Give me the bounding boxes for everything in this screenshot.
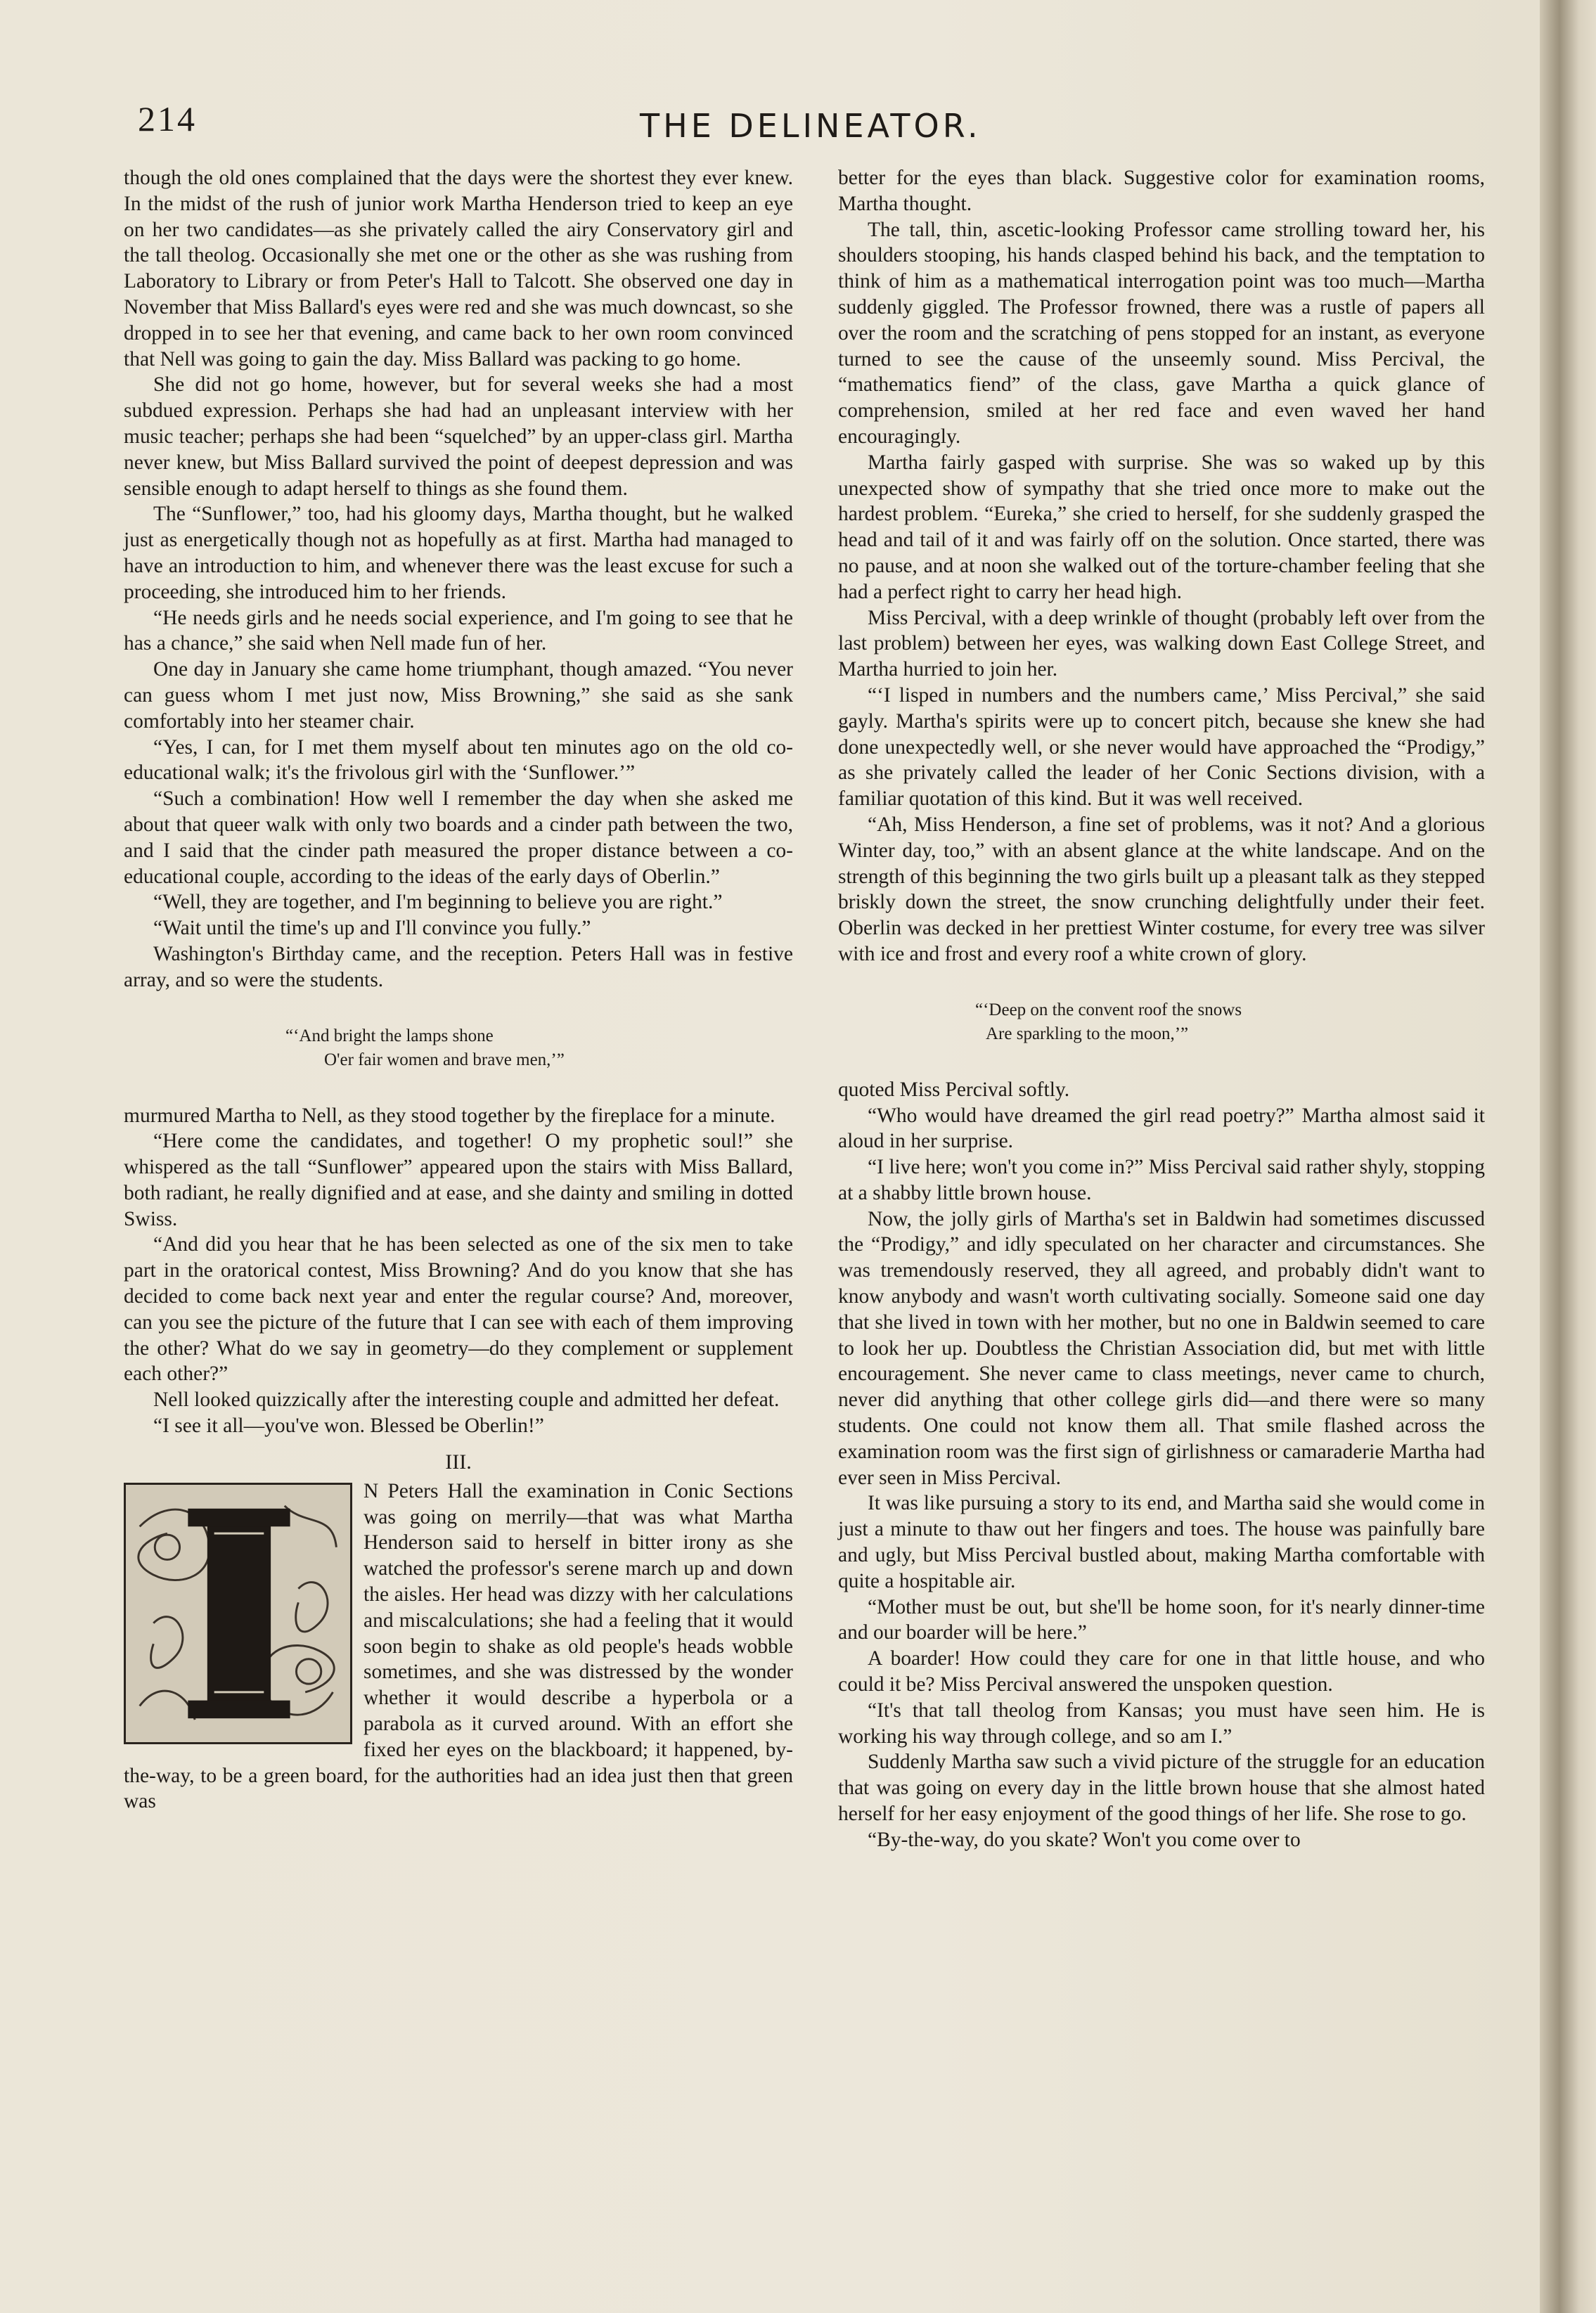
verse-line: Are sparkling to the moon,’” (986, 1024, 1189, 1043)
paragraph: “Such a combination! How well I remember the day when she asked me about that queer walk with only two boards and a cinder path between the two, and I said that the cinder path measured the proper distance between a co-educational couple, according to the ideas of the early days of Oberlin.” (124, 787, 793, 888)
paragraph: Miss Percival, with a deep wrinkle of thought (probably left over from the last problem) between her eyes, was walking down East College Street, and Martha hurried to join her. (838, 606, 1485, 681)
paragraph: “Well, they are together, and I'm beginning to believe you are right.” (153, 891, 723, 914)
paragraph: “He needs girls and he needs social experience, and I'm going to see that he has a chance,” she said when Nell made fun of her. (124, 606, 793, 655)
paragraph: better for the eyes than black. Suggestive color for examination rooms, Martha thought. (838, 167, 1485, 215)
verse-line: “‘And bright the lamps shone (285, 1026, 494, 1045)
paragraph: The tall, thin, ascetic-looking Professor came strolling toward her, his shoulders stooping, his hands clasped behind his back, and the temptation to think of him as a mathematical interrogation point was too much—Martha suddenly giggled. The Professor frowned, there was a rustle of papers all over the room and the scratching of pens stopped for an instant, as everyone turned to see the cause of the unseemly sound. Miss Percival, the “mathematics fiend” of the class, gave Martha a quick glance of comprehension, smiled at her red face and even waved her hand encouragingly. (838, 218, 1485, 448)
paragraph: Nell looked quizzically after the interesting couple and admitted her defeat. (153, 1389, 780, 1412)
paragraph: The “Sunflower,” too, had his gloomy days, Martha thought, but he walked just as energetically though not as hopefully as at first. Martha had managed to have an introduction to him, and whenever there was the least excuse for such a proceeding, she introduced him to her friends. (124, 503, 793, 603)
paragraph: murmured Martha to Nell, as they stood together by the fireplace for a minute. (124, 1104, 776, 1127)
paragraph: “Wait until the time's up and I'll convince you fully.” (153, 917, 591, 940)
left-column (124, 165, 793, 1815)
verse-line: O'er fair women and brave men,’” (324, 1050, 565, 1069)
running-title: THE DELINEATOR. (640, 107, 982, 145)
verse-line: “‘Deep on the convent roof the snows (975, 1000, 1242, 1019)
paragraph: “‘I lisped in numbers and the numbers came,’ Miss Percival,” she said gayly. Martha's spirits were up to concert pitch, because she knew she had done unexpectedly well, or she never would have approached the “Prodigy,” as she privately called the leader of her Conic Sections division, with a familiar quotation of this kind. But it was well received. (838, 683, 1485, 811)
paragraph: One day in January she came home triumphant, though amazed. “You never can guess whom I met just now, Miss Browning,” she said as she sank comfortably into her steamer chair. (124, 658, 793, 733)
paragraph: “I live here; won't you come in?” Miss Percival said rather shyly, stopping at a shabby little brown house. (838, 1156, 1485, 1204)
verse-quotation (838, 967, 1485, 1077)
paragraph: “Who would have dreamed the girl read poetry?” Martha almost said it aloud in her surprise. (838, 1104, 1485, 1153)
running-header (0, 98, 1540, 155)
paragraph: “By-the-way, do you skate? Won't you come over to (868, 1828, 1301, 1851)
verse-quotation (124, 993, 793, 1103)
chapter-opening (124, 1478, 793, 1815)
paragraph: quoted Miss Percival softly. (838, 1078, 1070, 1101)
paragraph: She did not go home, however, but for several weeks she had a most subdued expression. Perhaps she had had an unpleasant interview with her music teacher; perhaps she had been “squelched” by an upper-class girl. Martha never knew, but Miss Ballard survived the point of deepest depression and was sensible enough to adapt herself to things as she found them. (124, 373, 793, 500)
paragraph: N Peters Hall the examination in Conic Sections was going on merrily—that was what Martha Henderson said to herself in bitter irony as she watched the professor's serene march up and down the aisles. Her head was dizzy with her calculations and miscalculations; she had a feeling that it would soon begin to shake as old people's heads wobble sometimes, and she was distressed by the wonder whether it would describe a hyperbola or a parabola as it curved around. With an effort she fixed her eyes on the blackboard; it happened, by-the-way, to be a green board, for the authorities had an idea just then that green was (124, 1479, 793, 1813)
ornamental-initial-art (126, 1485, 350, 1742)
paragraph: “And did you hear that he has been selected as one of the six men to take part in the oratorical contest, Miss Browning? And do you know that she has decided to come back next year and enter the regular course? And, moreover, can you see the picture of the future that I can see with each of them improving the other? What do we say in geometry—do they complement or supplement each other?” (124, 1233, 793, 1386)
paragraph: “It's that tall theolog from Kansas; you must have seen him. He is working his way through college, and so am I.” (838, 1699, 1485, 1748)
paragraph: though the old ones complained that the days were the shortest they ever knew. In the midst of the rush of junior work Martha Henderson tried to keep an eye on her two candidates—as she privately called the airy Conservatory girl and the tall theolog. Occasionally she met one or the other as she was rushing from Laboratory to Library or from Peter's Hall to Talcott. She observed one day in November that Miss Ballard's eyes were red and she was much downcast, so she dropped in to see her that evening, and came back to her own room convinced that Nell was going to gain the day. Miss Ballard was packing to go home. (124, 167, 793, 371)
ornamental-initial-icon (124, 1483, 352, 1744)
paragraph: Suddenly Martha saw such a vivid picture of the struggle for an education that was going on every day in the little brown house that she almost hated herself for her easy enjoyment of the good things of her life. She rose to go. (838, 1751, 1485, 1826)
page-number: 214 (138, 99, 197, 138)
paragraph: “I see it all—you've won. Blessed be Oberlin!” (153, 1415, 544, 1438)
right-column (838, 165, 1485, 1853)
paragraph: “Ah, Miss Henderson, a fine set of problems, was it not? And a glorious Winter day, too,” with an absent glance at the white landscape. And on the strength of this beginning the two girls built up a pleasant talk as they stepped briskly down the street, the snow crunching delightfully under their feet. Oberlin was decked in her prettiest Winter costume, for every tree was silver with ice and frost and every roof a white crown of glory. (838, 813, 1485, 965)
paragraph: Martha fairly gasped with surprise. She was so waked up by this unexpected show of sympathy that she tried once more to make out the hardest problem. “Eureka,” she cried to herself, for she suddenly grasped the head and tail of it and was fairly off on the solution. Once started, there was no pause, and at noon she walked out of the torture-chamber feeling that she had a perfect right to carry her head high. (838, 451, 1485, 603)
paragraph: “Mother must be out, but she'll be home soon, for it's nearly dinner-time and our boarder will be here.” (838, 1595, 1485, 1644)
page-gutter (1540, 0, 1596, 2313)
paragraph: It was like pursuing a story to its end, and Martha said she would come in just a minute to thaw out her fingers and toes. The house was painfully bare and ugly, but Miss Percival bustled about, making Martha comfortable with quite a hospitable air. (838, 1492, 1485, 1592)
paragraph: Washington's Birthday came, and the reception. Peters Hall was in festive array, and so were the students. (124, 942, 793, 991)
paragraph: A boarder! How could they care for one in that little house, and who could it be? Miss Percival answered the unspoken question. (838, 1647, 1485, 1696)
paragraph: “Here come the candidates, and together! O my prophetic soul!” she whispered as the tall “Sunflower” appeared upon the stairs with Miss Ballard, both radiant, he really dignified and at ease, and she dainty and smiling in dotted Swiss. (124, 1130, 793, 1230)
section-number: III. (445, 1450, 472, 1474)
paragraph: Now, the jolly girls of Martha's set in Baldwin had sometimes discussed the “Prodigy,” and idly speculated on her character and circumstances. She was tremendously reserved, they all agreed, and probably didn't want to know anybody and wasn't worth cultivating socially. Someone said one day that she lived in town with her mother, but no one in Baldwin seemed to care to look her up. Doubtless the Christian Association did, but met with little encouragement. She never came to class meetings, never came to church, never did anything that other college girls did—and there were so many students. One could not know them all. That smile flashed across the examination room was the first sign of girlishness or camaraderie Martha had ever seen in Miss Percival. (838, 1207, 1485, 1489)
paragraph: “Yes, I can, for I met them myself about ten minutes ago on the old co-educational walk; it's the frivolous girl with the ‘Sunflower.’” (124, 735, 793, 785)
